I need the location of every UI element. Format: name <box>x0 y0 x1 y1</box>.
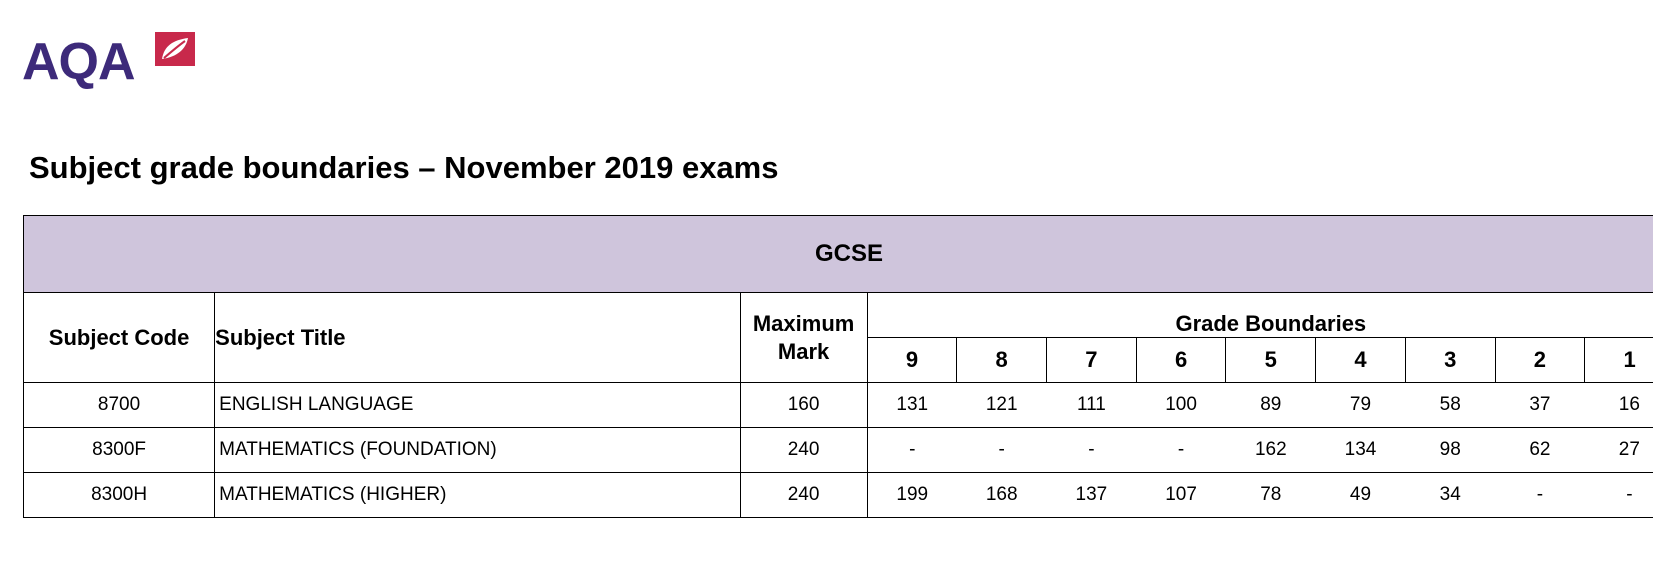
grade-boundaries-table <box>23 215 1653 518</box>
max-mark-cell: 240 <box>740 473 867 518</box>
grade-cell: - <box>957 428 1047 473</box>
grade-cell: 49 <box>1316 473 1406 518</box>
header-subject-title: Subject Title <box>215 293 740 383</box>
grade-cell: 78 <box>1226 473 1316 518</box>
grade-cell: 162 <box>1226 428 1316 473</box>
subject-code-cell: 8300H <box>24 473 215 518</box>
header-grade-7: 7 <box>1047 338 1137 383</box>
grade-cell: - <box>1585 473 1653 518</box>
grade-cell: 111 <box>1047 383 1137 428</box>
header-maximum-mark <box>740 293 867 383</box>
aqa-logo <box>22 30 202 92</box>
grade-cell: 79 <box>1316 383 1406 428</box>
header-grade-9: 9 <box>867 338 957 383</box>
grade-cell: 16 <box>1585 383 1653 428</box>
header-grade-8: 8 <box>957 338 1047 383</box>
grade-cell: - <box>1136 428 1226 473</box>
grade-cell: 34 <box>1405 473 1495 518</box>
max-mark-cell: 240 <box>740 428 867 473</box>
grade-cell: 131 <box>867 383 957 428</box>
header-grade-6: 6 <box>1136 338 1226 383</box>
grade-cell: 27 <box>1585 428 1653 473</box>
grade-cell: - <box>867 428 957 473</box>
section-header-gcse: GCSE <box>24 216 1653 293</box>
header-grade-3: 3 <box>1405 338 1495 383</box>
page-title: Subject grade boundaries – November 2019 exams <box>29 150 779 185</box>
table-row <box>24 383 1653 428</box>
subject-code-cell: 8700 <box>24 383 215 428</box>
grade-cell: 121 <box>957 383 1047 428</box>
subject-title-cell: ENGLISH LANGUAGE <box>215 383 740 428</box>
grade-cell: 100 <box>1136 383 1226 428</box>
subject-title-cell: MATHEMATICS (FOUNDATION) <box>215 428 740 473</box>
grade-cell: - <box>1495 473 1585 518</box>
grade-cell: 89 <box>1226 383 1316 428</box>
subject-code-cell: 8300F <box>24 428 215 473</box>
grade-cell: 98 <box>1405 428 1495 473</box>
leaf-icon <box>155 32 195 66</box>
grade-cell: 62 <box>1495 428 1585 473</box>
grade-cell: 137 <box>1047 473 1137 518</box>
header-subject-code: Subject Code <box>24 293 215 383</box>
max-mark-cell: 160 <box>740 383 867 428</box>
grade-cell: 134 <box>1316 428 1406 473</box>
table-row <box>24 428 1653 473</box>
header-maximum-mark-line2: Mark <box>777 338 830 364</box>
grade-cell: - <box>1047 428 1137 473</box>
grade-cell: 107 <box>1136 473 1226 518</box>
header-maximum-mark-line1: Maximum <box>752 310 855 336</box>
header-grade-4: 4 <box>1316 338 1406 383</box>
logo-text: AQA <box>22 33 135 91</box>
table-row <box>24 473 1653 518</box>
subject-title-cell: MATHEMATICS (HIGHER) <box>215 473 740 518</box>
header-grade-1: 1 <box>1585 338 1653 383</box>
header-grade-2: 2 <box>1495 338 1585 383</box>
header-grade-boundaries: Grade Boundaries <box>867 293 1653 338</box>
header-grade-5: 5 <box>1226 338 1316 383</box>
grade-cell: 168 <box>957 473 1047 518</box>
grade-cell: 199 <box>867 473 957 518</box>
grade-cell: 37 <box>1495 383 1585 428</box>
grade-cell: 58 <box>1405 383 1495 428</box>
